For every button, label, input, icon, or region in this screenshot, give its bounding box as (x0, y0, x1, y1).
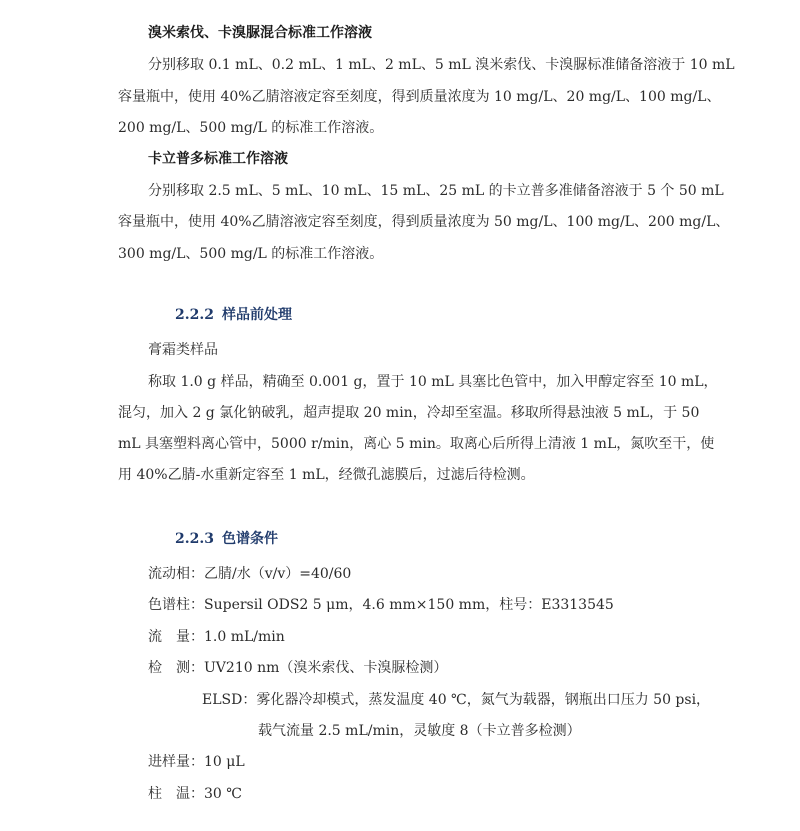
condition-flow-rate: 流 量：1.0 mL/min (148, 629, 285, 645)
paragraph-line: 分别移取 0.1 mL、0.2 mL、1 mL、2 mL、5 mL 溴米索伐、卡溴脲标准储备溶液于 10 mL (148, 57, 735, 73)
subsection-label: 膏霜类样品 (148, 342, 218, 358)
section-heading-text: 色谱条件 (221, 531, 278, 547)
section-heading-chromatographic-conditions (175, 529, 278, 549)
paragraph-line: 称取 1.0 g 样品，精确至 0.001 g，置于 10 mL 具塞比色管中，加入甲醇定容至 10 mL， (148, 374, 718, 390)
condition-elsd: ELSD：雾化器冷却模式，蒸发温度 40 ℃，氮气为载器，钢瓶出口压力 50 psi， (202, 692, 711, 708)
section-title-carisoprodol-standard: 卡立普多标准工作溶液 (148, 151, 288, 167)
section-number: 2.2.3 (175, 531, 214, 547)
paragraph-line: 混匀，加入 2 g 氯化钠破乳，超声提取 20 min，冷却至室温。移取所得悬浊液 5 mL，于 50 (118, 405, 700, 421)
condition-mobile-phase: 流动相：乙腈/水（v/v）=40/60 (148, 566, 352, 582)
paragraph-line: 容量瓶中，使用 40%乙腈溶液定容至刻度，得到质量浓度为 10 mg/L、20 mg/L、100 mg/L、 (118, 89, 721, 105)
condition-elsd-continued: 载气流量 2.5 mL/min，灵敏度 8（卡立普多检测） (258, 723, 581, 739)
paragraph-line: mL 具塞塑料离心管中，5000 r/min，离心 5 min。取离心后所得上清液 1 mL，氮吹至干，使 (118, 436, 715, 452)
section-number: 2.2.2 (175, 307, 214, 323)
condition-column: 色谱柱：Supersil ODS2 5 μm，4.6 mm×150 mm，柱号：E3313545 (148, 597, 614, 613)
section-heading-sample-pretreatment (175, 305, 292, 325)
condition-column-temperature: 柱 温：30 ℃ (148, 786, 242, 802)
section-heading-text: 样品前处理 (221, 307, 292, 323)
paragraph-line: 容量瓶中，使用 40%乙腈溶液定容至刻度，得到质量浓度为 50 mg/L、100 mg/L、200 mg/L、 (118, 214, 730, 230)
paragraph-line: 300 mg/L、500 mg/L 的标准工作溶液。 (118, 246, 384, 262)
paragraph-line: 分别移取 2.5 mL、5 mL、10 mL、15 mL、25 mL 的卡立普多准储备溶液于 5 个 50 mL (148, 183, 724, 199)
section-title-mixed-standard: 溴米索伐、卡溴脲混合标准工作溶液 (148, 25, 372, 41)
paragraph-line: 200 mg/L、500 mg/L 的标准工作溶液。 (118, 120, 384, 136)
paragraph-line: 用 40%乙腈-水重新定容至 1 mL，经微孔滤膜后，过滤后待检测。 (118, 467, 535, 483)
condition-injection-volume: 进样量：10 μL (148, 754, 245, 770)
condition-detection: 检 测：UV210 nm（溴米索伐、卡溴脲检测） (148, 660, 448, 676)
